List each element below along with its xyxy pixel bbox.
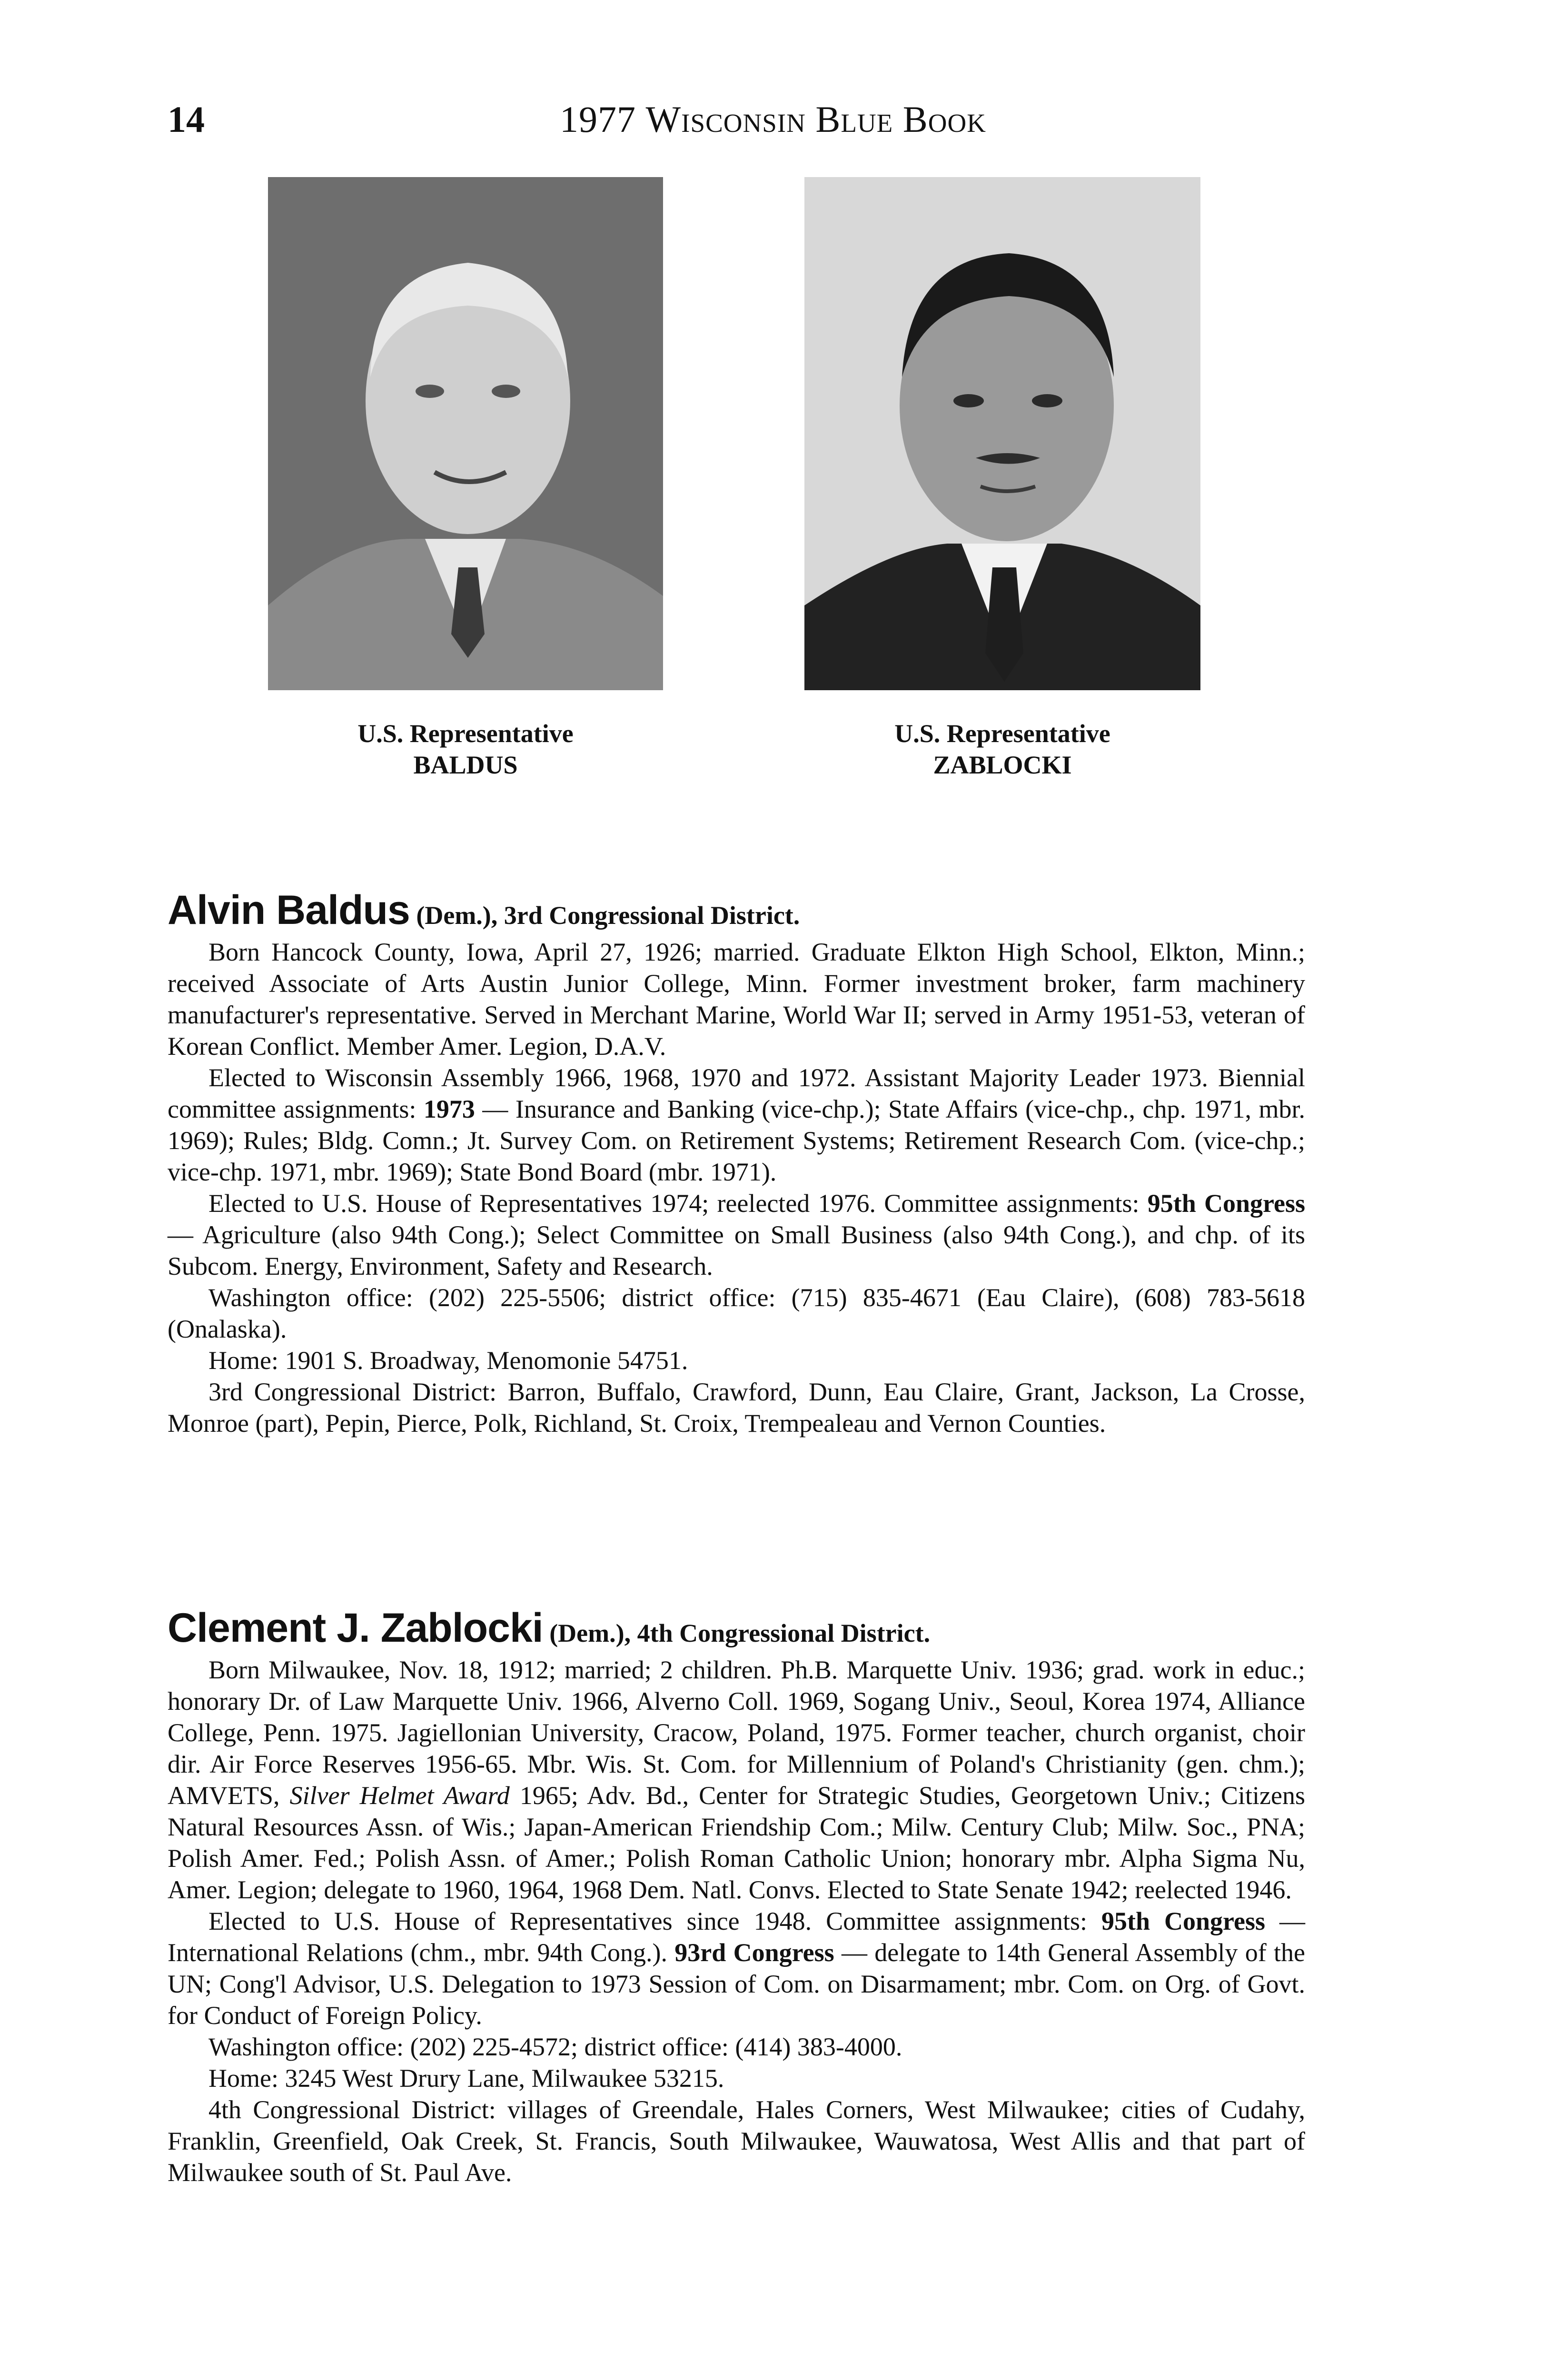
office-contact: Washington office: (202) 225-4572; district office: (414) 383-4000. bbox=[208, 2033, 902, 2061]
party-affiliation: (Dem.) bbox=[549, 1619, 624, 1647]
bio-paragraph: Born Milwaukee, Nov. 18, 1912; married; 2 children. Ph.B. Marquette Univ. 1936; grad. work in educ.; honorary Dr. of Law Marquette Univ. 1966, Alverno Coll. 1969, Sogang Univ., Seoul, Korea 1974, Alliance College, Penn. 1975. Jagiellonian University, Cracow, Poland, 1975. Former teacher, church organist, choir dir. Air Force Reserves 1956-65. Mbr. Wis. St. Com. for Millennium of Poland's Christianity (gen. chm.); AMVETS, Silver Helmet Award 1965; Adv. Bd., Center for Strategic Studies, Georgetown Univ.; Citizens Natural Resources Assn. of Wis.; Japan-American Friendship Com.; Milw. Century Club; Milw. Soc., PNA; Polish Amer. Fed.; Polish Assn. of Amer.; Polish Roman Catholic Union; honorary mbr. Alpha Sigma Nu, Amer. Legion; delegate to 1960, 1964, 1968 Dem. Natl. Convs. Elected to State Senate 1942; reelected 1946. bbox=[168, 1656, 1305, 1904]
caption-name: BALDUS bbox=[413, 751, 518, 779]
caption-title: U.S. Representative bbox=[357, 719, 574, 748]
party-affiliation: (Dem.) bbox=[416, 901, 491, 930]
biography-zablocki bbox=[168, 1607, 1305, 2188]
biography-baldus bbox=[168, 889, 1305, 1439]
running-head-word-3: Book bbox=[902, 99, 986, 140]
bio-paragraph: Elected to Wisconsin Assembly 1966, 1968, 1970 and 1972. Assistant Majority Leader 1973. Biennial committee assignments: 1973 — Insurance and Banking (vice-chp.); State Affairs (vice-chp., chp. 1971, mbr. 1969); Rules; Bldg. Comn.; Jt. Survey Com. on Retirement Systems; Retirement Research Com. (vice-chp.; vice-chp. 1971, mbr. 1969); State Bond Board (mbr. 1971). bbox=[168, 1063, 1305, 1186]
home-address: Home: 3245 West Drury Lane, Milwaukee 53215. bbox=[208, 2064, 724, 2092]
photo-caption-zablocki bbox=[836, 718, 1169, 781]
running-head-year: 1977 bbox=[560, 99, 636, 140]
running-head bbox=[0, 98, 1546, 141]
bio-heading bbox=[168, 1607, 1305, 1654]
running-head-word-1: Wisconsin bbox=[645, 99, 806, 140]
caption-name: ZABLOCKI bbox=[933, 751, 1072, 779]
bio-paragraph: Elected to U.S. House of Representatives 1974; reelected 1976. Committee assignments: 95th Congress — Agriculture (also 94th Cong.); Select Committee on Small Business (also 94th Cong.), and chp. of its Subcom. Energy, Environment, Safety and Research. bbox=[168, 1189, 1305, 1280]
portrait-photo-baldus bbox=[268, 177, 663, 690]
office-contact: Washington office: (202) 225-5506; district office: (715) 835-4671 (Eau Claire), (608) 783-5618 (Onalaska). bbox=[168, 1283, 1305, 1343]
running-head-word-2: Blue bbox=[815, 99, 893, 140]
portrait-zablocki-image bbox=[804, 177, 1200, 690]
district-label: , 3rd Congressional District. bbox=[491, 901, 800, 930]
district-description: 4th Congressional District: villages of Greendale, Hales Corners, West Milwaukee; cities of Cudahy, Franklin, Greenfield, Oak Creek, St. Francis, South Milwaukee, Wauwatosa, West Allis and that part of Milwaukee south of St. Paul Ave. bbox=[168, 2095, 1305, 2187]
portrait-baldus-image bbox=[268, 177, 663, 690]
bio-heading bbox=[168, 889, 1305, 936]
district-label: , 4th Congressional District. bbox=[624, 1619, 931, 1647]
district-description: 3rd Congressional District: Barron, Buffalo, Crawford, Dunn, Eau Claire, Grant, Jackson, La Crosse, Monroe (part), Pepin, Pierce, Polk, Richland, St. Croix, Trempealeau and Vernon Counties. bbox=[168, 1378, 1305, 1438]
member-name: Clement J. Zablocki bbox=[168, 1605, 543, 1651]
bio-paragraph: Born Hancock County, Iowa, April 27, 1926; married. Graduate Elkton High School, Elkton, Minn.; received Associate of Arts Austin Junior College, Minn. Former investment broker, farm machinery manufacturer's representative. Served in Merchant Marine, World War II; served in Army 1951-53, veteran of Korean Conflict. Member Amer. Legion, D.A.V. bbox=[168, 938, 1305, 1061]
caption-title: U.S. Representative bbox=[894, 719, 1110, 748]
bio-paragraph: Elected to U.S. House of Representatives since 1948. Committee assignments: 95th Congress — International Relations (chm., mbr. 94th Cong.). 93rd Congress — delegate to 14th General Assembly of the UN; Cong'l Advisor, U.S. Delegation to 1973 Session of Com. on Disarmament; mbr. Com. on Org. of Govt. for Conduct of Foreign Policy. bbox=[168, 1907, 1305, 2030]
portrait-photo-zablocki bbox=[804, 177, 1200, 690]
photo-caption-baldus bbox=[299, 718, 632, 781]
page-number: 14 bbox=[168, 99, 205, 140]
home-address: Home: 1901 S. Broadway, Menomonie 54751. bbox=[208, 1346, 688, 1375]
member-name: Alvin Baldus bbox=[168, 887, 410, 933]
